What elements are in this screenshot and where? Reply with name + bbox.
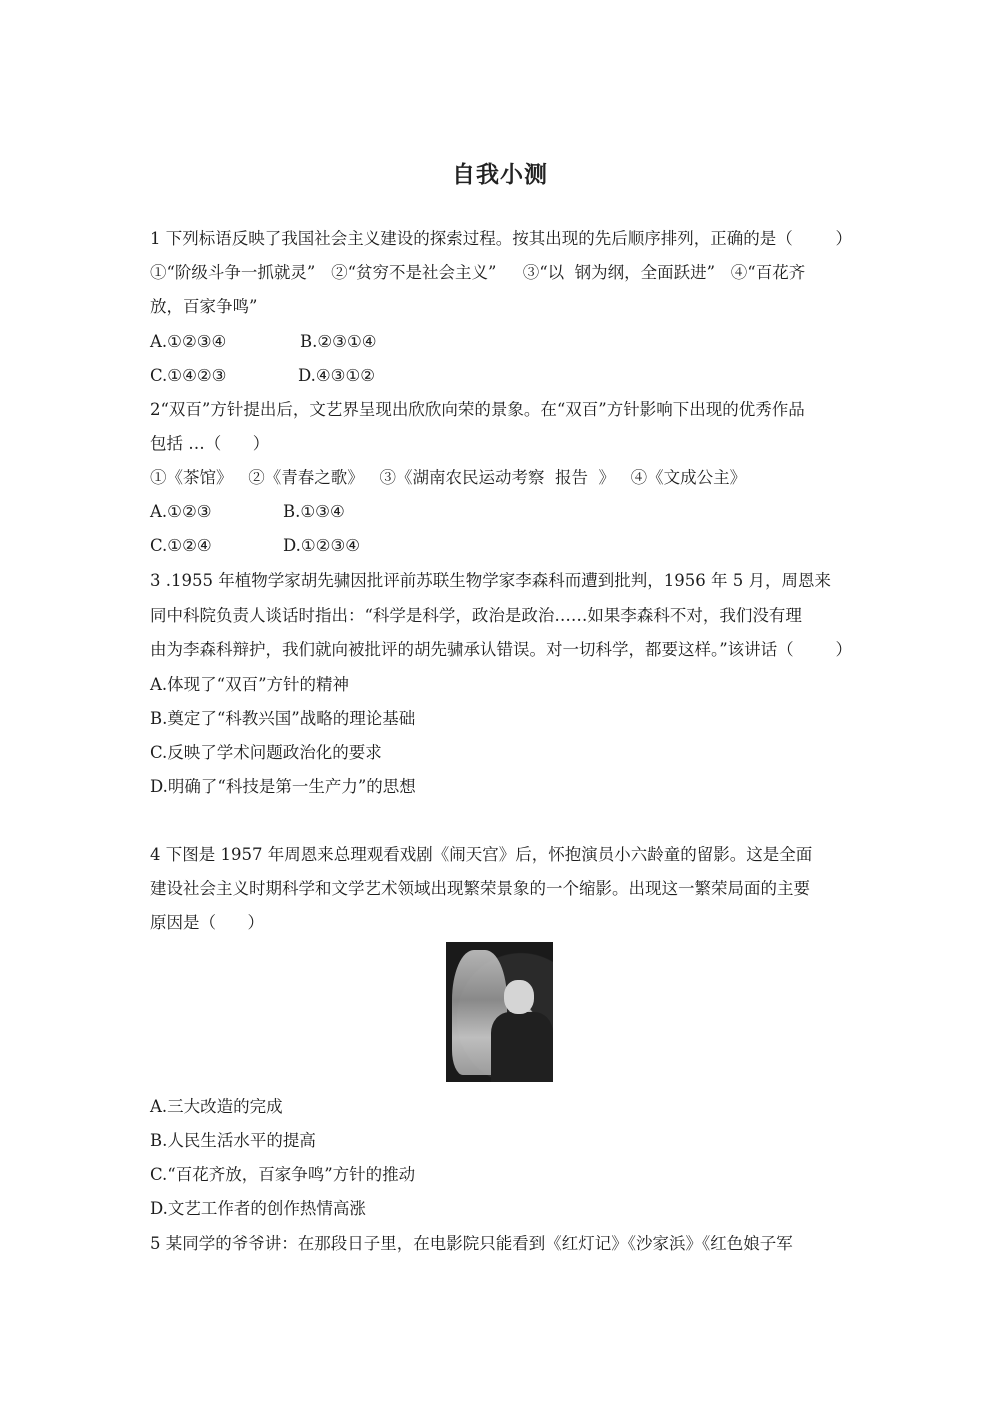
q3-option-c[interactable]: C.反映了学术问题政治化的要求 xyxy=(150,743,382,762)
q4-option-d[interactable]: D.文艺工作者的创作热情高涨 xyxy=(150,1199,366,1218)
q1-stem-text: 1 下列标语反映了我国社会主义建设的探索过程。按其出现的先后顺序排列，正确的是（ xyxy=(150,229,793,248)
q3-option-b[interactable]: B.奠定了“科教兴国”战略的理论基础 xyxy=(150,709,416,728)
q2-option-c[interactable]: C.①②④ xyxy=(150,536,212,555)
q4-option-b[interactable]: B.人民生活水平的提高 xyxy=(150,1131,316,1150)
photo-man-body xyxy=(491,1012,553,1082)
q4-stem-line-3: 原因是（ ） xyxy=(150,913,264,932)
q1-stem-line-1 xyxy=(150,229,852,249)
q3-stem-text: 由为李森科辩护，我们就向被批评的胡先骕承认错误。对一切科学，都要这样。”该讲话（ xyxy=(150,640,794,659)
q1-option-c[interactable]: C.①④②③ xyxy=(150,366,227,385)
q3-stem-line-2: 同中科院负责人谈话时指出：“科学是科学，政治是政治……如果李森科不对，我们没有理 xyxy=(150,606,802,625)
q4-option-c[interactable]: C.“百花齐放，百家争鸣”方针的推动 xyxy=(150,1165,416,1184)
q2-stem-line-1: 2“双百”方针提出后，文艺界呈现出欣欣向荣的景象。在“双百”方针影响下出现的优秀作品 xyxy=(150,400,805,419)
q2-items-line: ①《茶馆》 ②《青春之歌》 ③《湖南农民运动考察 报告 》 ④《文成公主》 xyxy=(150,468,747,487)
q1-option-d[interactable]: D.④③①② xyxy=(298,366,376,385)
q3-option-a[interactable]: A.体现了“双百”方针的精神 xyxy=(150,675,350,694)
q1-option-a[interactable]: A.①②③④ xyxy=(150,332,227,351)
photo-man-face xyxy=(504,980,534,1014)
q2-stem-line-2: 包括 …（ ） xyxy=(150,434,270,453)
q3-option-d[interactable]: D.明确了“科技是第一生产力”的思想 xyxy=(150,777,416,796)
q4-stem-line-1: 4 下图是 1957 年周恩来总理观看戏剧《闹天宫》后，怀抱演员小六龄童的留影。这是全面 xyxy=(150,845,813,864)
q1-answer-bracket: ） xyxy=(835,229,852,248)
q3-stem-line-1: 3 .1955 年植物学家胡先骕因批评前苏联生物学家李森科而遭到批判，1956 年 5 月，周恩来 xyxy=(150,571,831,590)
q5-stem-line-1: 5 某同学的爷爷讲：在那段日子里，在电影院只能看到《红灯记》《沙家浜》《红色娘子军 xyxy=(150,1234,793,1253)
q1-items-line: ①“阶级斗争一抓就灵” ②“贫穷不是社会主义” ③“以 钢为纲，全面跃进” ④“百花齐 xyxy=(150,263,806,282)
q4-option-a[interactable]: A.三大改造的完成 xyxy=(150,1097,283,1116)
q4-stem-line-2: 建设社会主义时期科学和文学艺术领域出现繁荣景象的一个缩影。出现这一繁荣局面的主要 xyxy=(150,879,810,898)
q1-items-line-2: 放，百家争鸣” xyxy=(150,297,258,316)
q2-option-d[interactable]: D.①②③④ xyxy=(283,536,361,555)
zhou-enlai-photo xyxy=(446,942,553,1082)
page-title: 自我小测 xyxy=(452,162,548,188)
q3-answer-bracket: ） xyxy=(835,640,852,659)
q2-option-b[interactable]: B.①③④ xyxy=(283,502,345,521)
q3-stem-line-3 xyxy=(150,640,852,660)
q1-option-b[interactable]: B.②③①④ xyxy=(300,332,377,351)
q2-option-a[interactable]: A.①②③ xyxy=(150,502,212,521)
